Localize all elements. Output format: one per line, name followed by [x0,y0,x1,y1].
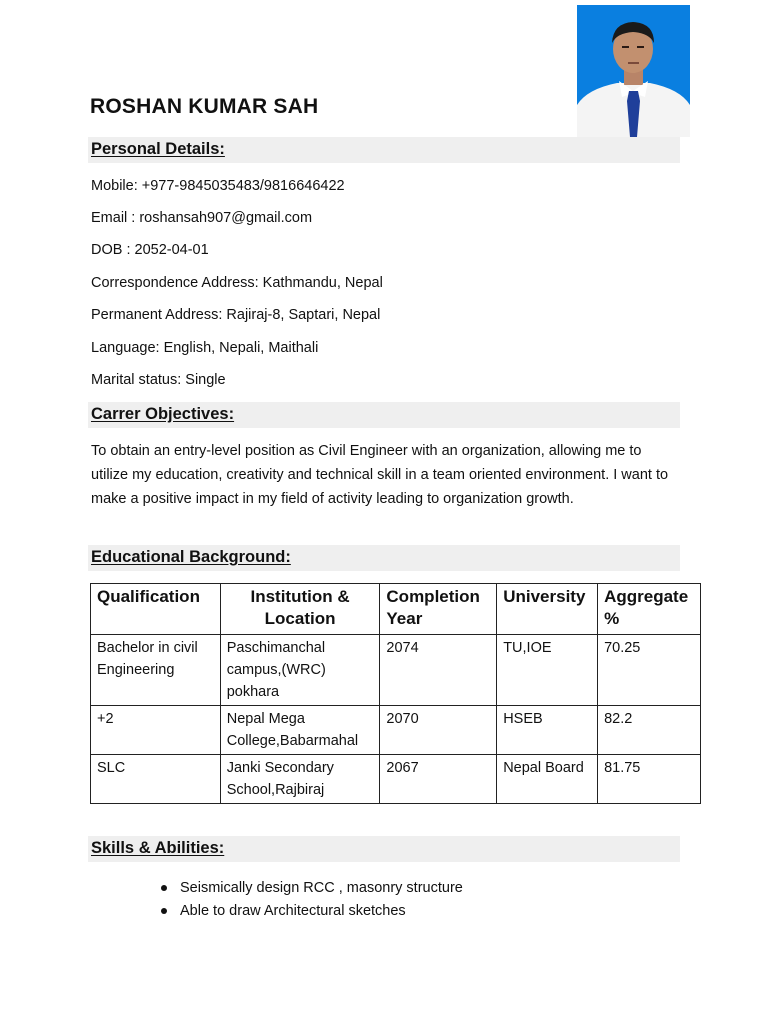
cell-institution: Nepal Mega College,Babarmahal [220,706,380,755]
list-item [155,899,463,922]
language-line: Language: English, Nepali, Maithali [91,340,319,356]
cell-university: Nepal Board [497,755,598,804]
permanent-address-line: Permanent Address: Rajiraj-8, Saptari, Nepal [91,307,381,323]
cell-aggregate: 81.75 [598,755,701,804]
cell-year: 2074 [380,635,497,706]
email-line: Email : roshansah907@gmail.com [91,210,313,226]
cell-aggregate: 82.2 [598,706,701,755]
education-table [90,583,701,804]
skills-list [155,876,463,922]
section-bar-objective [88,402,680,428]
header-qualification: Qualification [91,584,221,635]
section-title-skills: Skills & Abilities: [91,839,225,857]
section-title-education: Educational Background: [91,548,291,566]
cell-aggregate: 70.25 [598,635,701,706]
bullet-icon [161,885,167,891]
section-bar-personal [88,137,680,163]
table-row [91,635,701,706]
cell-institution: Paschimanchal campus,(WRC) pokhara [220,635,380,706]
cell-qualification: Bachelor in civil Engineering [91,635,221,706]
header-aggregate: Aggregate % [598,584,701,635]
table-header-row [91,584,701,635]
correspondence-address-line: Correspondence Address: Kathmandu, Nepal [91,275,383,291]
section-title-objective: Carrer Objectives: [91,405,235,423]
cell-qualification: SLC [91,755,221,804]
mobile-line: Mobile: +977-9845035483/9816646422 [91,178,345,194]
header-completion-year: Completion Year [380,584,497,635]
section-bar-education [88,545,680,571]
profile-photo-image [577,5,690,137]
marital-status-line: Marital status: Single [91,372,226,388]
skill-text: Able to draw Architectural sketches [180,902,406,919]
bullet-icon [161,908,167,914]
list-item [155,876,463,899]
header-institution: Institution & Location [220,584,380,635]
table-row [91,706,701,755]
section-bar-skills [88,836,680,862]
person-name: ROSHAN KUMAR SAH [90,95,319,118]
dob-line: DOB : 2052-04-01 [91,242,209,258]
skill-text: Seismically design RCC , masonry structure [180,879,463,896]
table-row [91,755,701,804]
cell-university: TU,IOE [497,635,598,706]
objective-text: To obtain an entry-level position as Civil Engineer with an organization, allowing me to utilize my education, creativity and technical skill in a team oriented environment. I want to make a positive impact in my field of activity leading to organization growth. [91,443,669,507]
header-university: University [497,584,598,635]
cell-university: HSEB [497,706,598,755]
cell-institution: Janki Secondary School,Rajbiraj [220,755,380,804]
cell-qualification: +2 [91,706,221,755]
section-title-personal: Personal Details: [91,140,225,158]
cell-year: 2070 [380,706,497,755]
cell-year: 2067 [380,755,497,804]
profile-photo [577,5,690,137]
